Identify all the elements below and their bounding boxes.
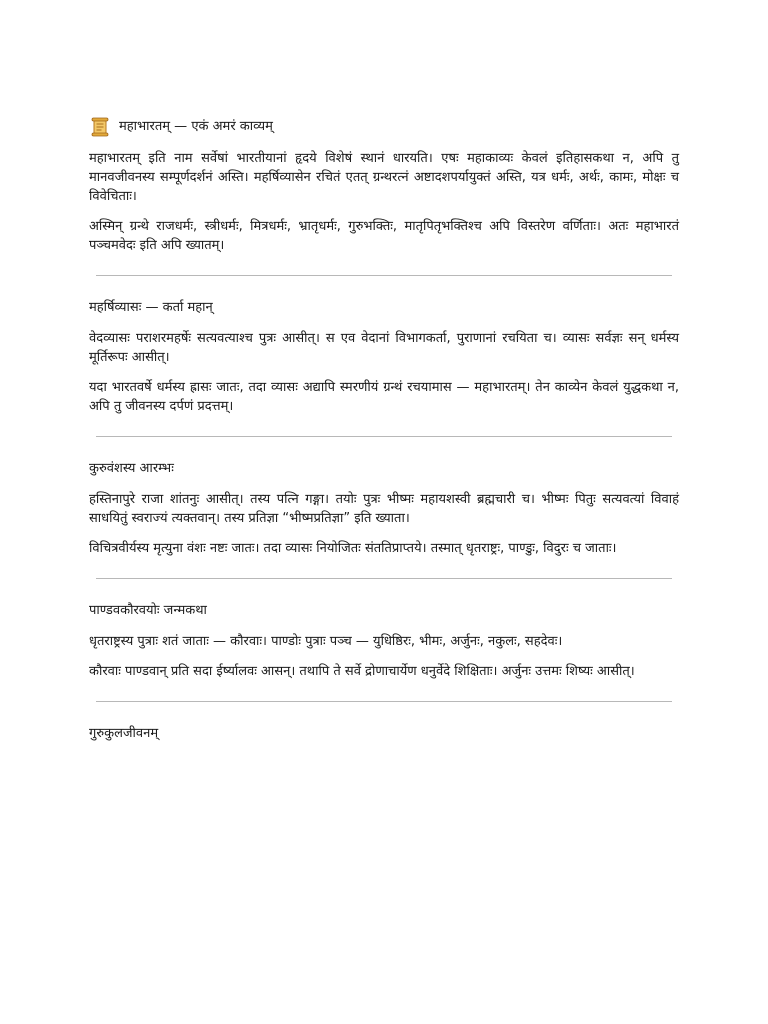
section-heading [89,459,679,479]
section-heading [89,298,679,318]
paragraph: धृतराष्ट्रस्य पुत्राः शतं जाताः — कौरवाः। पाण्डोः पुत्राः पञ्च — युधिष्ठिरः, भीमः, अर्जुनः, नकुलः, सहदेवः। [89,634,563,649]
section-vyasa [89,298,679,416]
paragraph: कौरवाः पाण्डवान् प्रति सदा ईर्ष्यालवः आसन्। तथापि ते सर्वे द्रोणाचार्येण धनुर्वेदे शिक्षिताः। अर्जुनः उत्तमः शिष्यः आसीत्। [89,664,635,679]
section-heading [89,601,679,621]
document-content [89,116,679,755]
paragraph: महाभारतम् इति नाम सर्वेषां भारतीयानां हृदये विशेषं स्थानं धारयति। एषः महाकाव्यः केवलं इतिहासकथा न, अपि तु मानवजीवनस्य सम्पूर्णदर्शनं अस्ति। महर्षिव्यासेन रचितं एतत् ग्रन्थरत्नं अष्टादशपर्यायुक्तं अस्ति, यत्र धर्मः, अर्थः, कामः, मोक्षः च विवेचिताः। [89,151,679,204]
section-birth-story [89,601,679,681]
section-divider [96,275,672,276]
paragraph: विचित्रवीर्यस्य मृत्युना वंशः नष्टः जातः। तदा व्यासः नियोजितः संततिप्राप्तये। तस्मात् धृतराष्ट्रः, पाण्डुः, विदुरः च जाताः। [89,541,617,556]
heading-text: महर्षिव्यासः — कर्ता महान् [89,300,213,315]
scroll-icon [89,116,111,138]
section-mahabharatam [89,116,679,255]
heading-text: पाण्डवकौरवयोः जन्मकथा [89,603,207,618]
paragraph: अस्मिन् ग्रन्थे राजधर्मः, स्त्रीधर्मः, मित्रधर्मः, भ्रातृधर्मः, गुरुभक्तिः, मातृपितृभक्तिश्च अपि विस्तरेण वर्णिताः। अतः महाभारतं पञ्चमवेदः इति अपि ख्यातम्। [89,219,679,253]
section-gurukul [89,724,679,744]
section-divider [96,436,672,437]
section-kuruvamsha [89,459,679,558]
section-divider [96,701,672,702]
section-divider [96,578,672,579]
section-heading [89,724,679,744]
heading-text: महाभारतम् — एकं अमरं काव्यम् [119,119,273,134]
paragraph: यदा भारतवर्षे धर्मस्य ह्रासः जातः, तदा व्यासः अद्यापि स्मरणीयं ग्रन्थं रचयामास — महाभारतम्। तेन काव्येन केवलं युद्धकथा न, अपि तु जीवनस्य दर्पणं प्रदत्तम्। [89,380,679,414]
heading-text: कुरुवंशस्य आरम्भः [89,461,174,476]
section-heading [89,116,679,138]
heading-text: गुरुकुलजीवनम् [89,726,159,741]
paragraph: हस्तिनापुरे राजा शांतनुः आसीत्। तस्य पत्नि गङ्गा। तयोः पुत्रः भीष्मः महायशस्वी ब्रह्मचारी च। भीष्मः पितुः सत्यवत्यां विवाहं साधयितुं स्वराज्यं त्यक्तवान्। तस्य प्रतिज्ञा “भीष्मप्रतिज्ञा” इति ख्याता। [89,492,679,526]
paragraph: वेदव्यासः पराशरमहर्षेः सत्यवत्याश्च पुत्रः आसीत्। स एव वेदानां विभागकर्ता, पुराणानां रचयिता च। व्यासः सर्वज्ञः सन् धर्मस्य मूर्तिरूपः आसीत्। [89,331,679,365]
